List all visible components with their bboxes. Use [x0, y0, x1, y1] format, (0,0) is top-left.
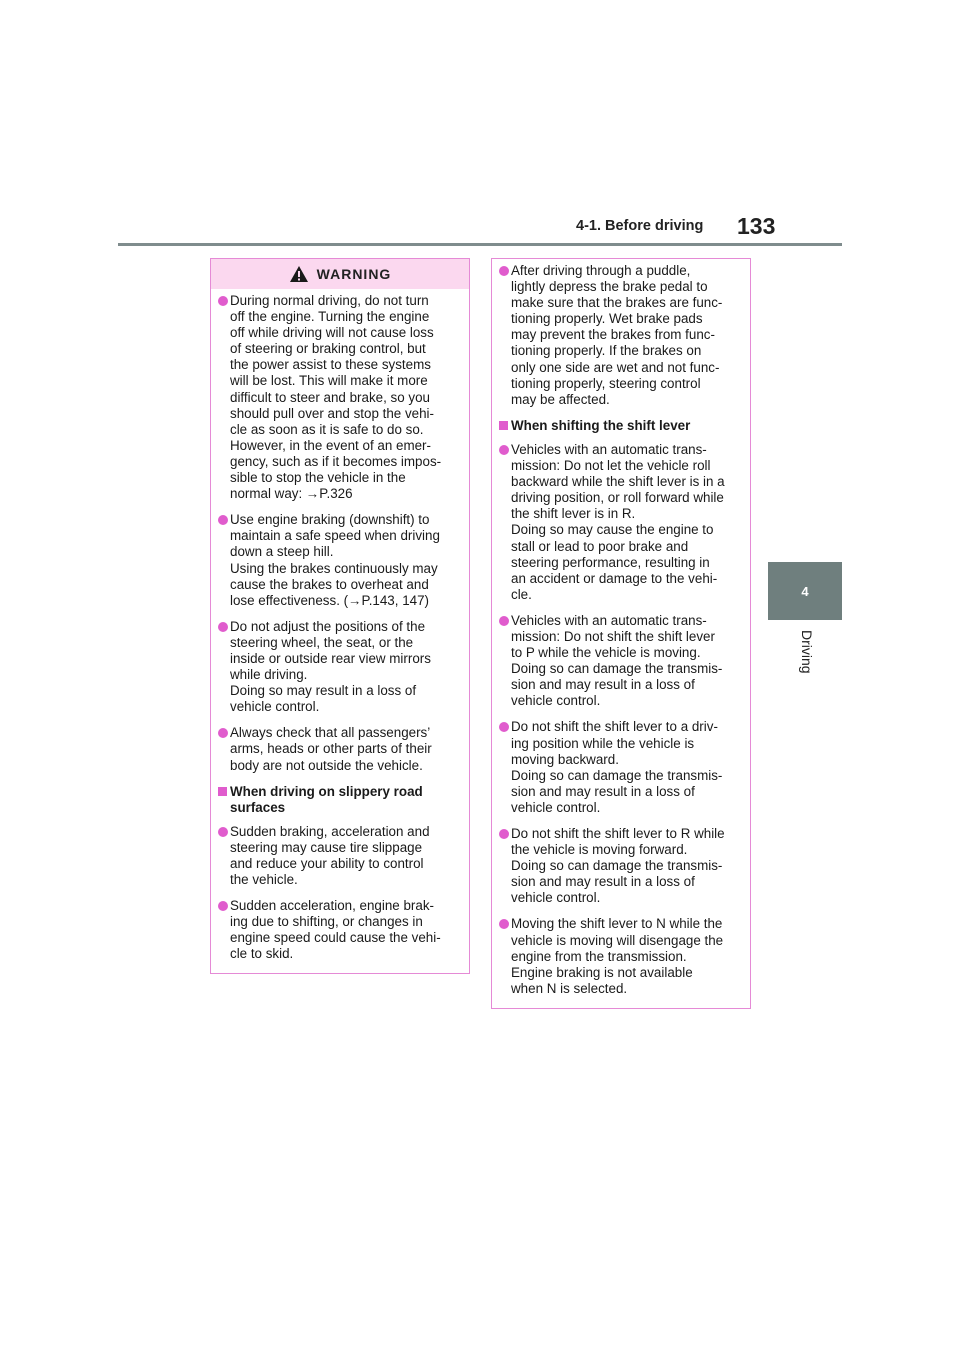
- list-item: [218, 824, 457, 888]
- subheading: [499, 418, 738, 434]
- warning-header: [211, 259, 469, 289]
- list-item-text: Do not shift the shift lever to R while the vehicle is moving forward. Doing so can damage the transmis- sion and may result in a loss of vehicle control.: [511, 826, 725, 906]
- list-item-text: After driving through a puddle, lightly depress the brake pedal to make sure that the brakes are func- tioning properly. Wet brake pads may prevent the brakes from func- tioning properly. If the brakes on only one side are wet and not func- tioning properly, steering control may be affected.: [511, 263, 723, 407]
- list-item: [499, 442, 738, 603]
- subheading: [218, 784, 457, 816]
- list-item: [218, 619, 457, 716]
- section-title: 4-1. Before driving: [576, 218, 704, 234]
- list-item-text: Sudden braking, acceleration and steering may cause tire slippage and reduce your ability to control the vehicle.: [230, 823, 430, 888]
- list-item: [218, 512, 457, 609]
- subheading-text: When driving on slippery road surfaces: [230, 783, 423, 815]
- list-item: [499, 719, 738, 816]
- bullet-dot-icon: [218, 901, 228, 911]
- bullet-dot-icon: [499, 722, 509, 732]
- subheading-text: When shifting the shift lever: [511, 417, 691, 433]
- bullet-dot-icon: [499, 919, 509, 929]
- bullet-dot-icon: [218, 827, 228, 837]
- list-item-text: Use engine braking (downshift) to maintain a safe speed when driving down a steep hill. Using the brakes continuously may cause the brakes to overheat and lose effectiveness. (→P.143, 147): [230, 512, 440, 608]
- list-item: [499, 613, 738, 710]
- bullet-dot-icon: [499, 266, 509, 276]
- warning-content-left: [211, 293, 469, 963]
- page-number: 133: [737, 213, 776, 239]
- bullet-dot-icon: [218, 515, 228, 525]
- list-item-text: During normal driving, do not turn off the engine. Turning the engine off while driving will not cause loss of steering or braking control, but the power assist to these systems will be lost. This will make it more difficult to steer and brake, so you should pull over and stop the vehi- cle as soon as it is safe to do so. However, in the event of an emer- gency, such as if it becomes impos- sible to stop the vehicle in the normal way: →P.326: [230, 293, 442, 502]
- heading-square-icon: [499, 421, 508, 430]
- list-item-text: Sudden acceleration, engine brak- ing due to shifting, or changes in engine speed could cause the vehi- cle to skid.: [230, 898, 441, 962]
- warning-box-right: [491, 258, 751, 1009]
- list-item: [499, 263, 738, 408]
- list-item: [218, 293, 457, 502]
- list-item: [218, 898, 457, 962]
- list-item-text: Do not adjust the positions of the steering wheel, the seat, or the inside or outside rear view mirrors while driving. Doing so may result in a loss of vehicle control.: [230, 618, 431, 715]
- bullet-dot-icon: [218, 296, 228, 306]
- bullet-dot-icon: [499, 445, 509, 455]
- bullet-dot-icon: [499, 829, 509, 839]
- list-item-text: Do not shift the shift lever to a driv- ing position while the vehicle is moving backward. Doing so can damage the transmis- sion and may result in a loss of vehicle control.: [511, 719, 723, 815]
- list-item-text: Always check that all passengers’ arms, heads or other parts of their body are not outside the vehicle.: [230, 725, 432, 773]
- list-item: [499, 826, 738, 906]
- warning-title: WARNING: [316, 266, 392, 282]
- list-item: [218, 725, 457, 773]
- warning-triangle-icon: [289, 265, 309, 283]
- list-item-text: Vehicles with an automatic trans- mission: Do not let the vehicle roll backward while the shift lever is in a driving position, or roll forward while the shift lever is in R. Doing so may cause the engine to stall or lead to poor brake and steering performance, resulting in an accident or damage to the vehi- cle.: [511, 441, 725, 602]
- warning-content-right: [492, 259, 750, 997]
- warning-box-left: [210, 258, 470, 974]
- list-item-text: Vehicles with an automatic trans- mission: Do not shift the shift lever to P while the vehicle is moving. Doing so can damage the transmis- sion and may result in a loss of vehicle control.: [511, 612, 723, 709]
- bullet-dot-icon: [218, 622, 228, 632]
- header-rule: [118, 243, 842, 246]
- chapter-number: 4: [801, 583, 809, 599]
- list-item: [499, 916, 738, 996]
- chapter-tab[interactable]: [768, 562, 842, 620]
- chapter-label: Driving: [799, 630, 815, 674]
- bullet-dot-icon: [499, 616, 509, 626]
- heading-square-icon: [218, 787, 227, 796]
- list-item-text: Moving the shift lever to N while the vehicle is moving will disengage the engine from the transmission. Engine braking is not available when N is selected.: [511, 916, 724, 996]
- bullet-dot-icon: [218, 728, 228, 738]
